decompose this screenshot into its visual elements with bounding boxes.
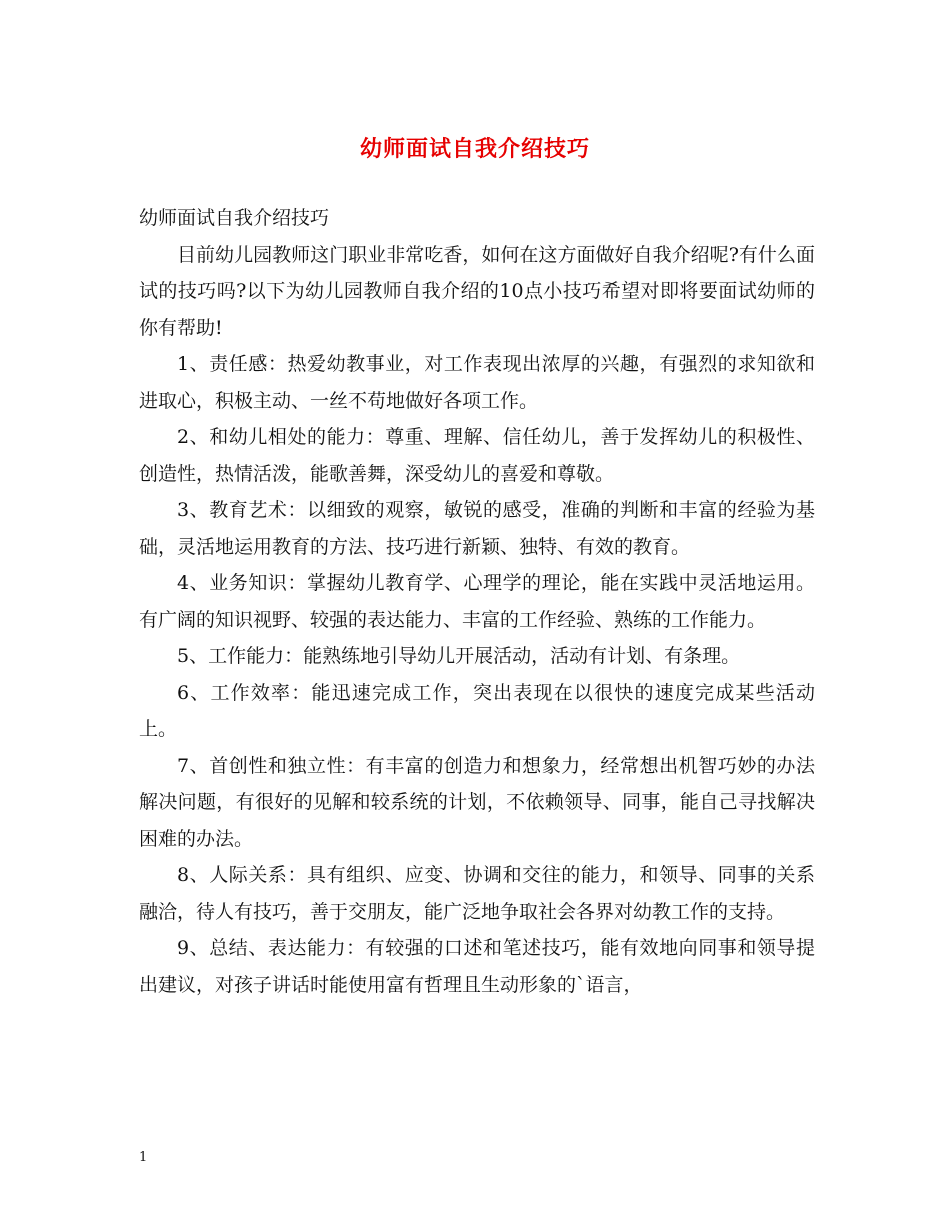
paragraph-item-3: 3、教育艺术：以细致的观察，敏锐的感受，准确的判断和丰富的经验为基础，灵活地运用教育的方法、技巧进行新颖、独特、有效的教育。 [139,499,815,558]
paragraph-item-8: 8、人际关系：具有组织、应变、协调和交往的能力，和领导、同事的关系融洽，待人有技巧，善于交朋友，能广泛地争取社会各界对幼教工作的支持。 [139,864,815,923]
paragraph-item-5: 5、工作能力：能熟练地引导幼儿开展活动，活动有计划、有条理。 [177,645,741,667]
paragraph-item-4: 4、业务知识：掌握幼儿教育学、心理学的理论，能在实践中灵活地运用。有广阔的知识视野、较强的表达能力、丰富的工作经验、熟练的工作能力。 [139,572,815,631]
document-body [139,200,815,1003]
paragraph-item-2: 2、和幼儿相处的能力：尊重、理解、信任幼儿，善于发挥幼儿的积极性、创造性，热情活泼，能歌善舞，深受幼儿的喜爱和尊敬。 [139,426,815,485]
page-number: 1 [139,1150,148,1165]
paragraph-intro: 目前幼儿园教师这门职业非常吃香，如何在这方面做好自我介绍呢?有什么面试的技巧吗?以下为幼儿园教师自我介绍的10点小技巧希望对即将要面试幼师的你有帮助! [139,243,815,339]
document-title: 幼师面试自我介绍技巧 [359,136,590,162]
paragraph-item-6: 6、工作效率：能迅速完成工作，突出表现在以很快的速度完成某些活动上。 [139,681,815,740]
paragraph-item-9: 9、总结、表达能力：有较强的口述和笔述技巧，能有效地向同事和领导提出建议，对孩子讲话时能使用富有哲理且生动形象的`语言， [139,937,815,996]
paragraph-item-1: 1、责任感：热爱幼教事业，对工作表现出浓厚的兴趣，有强烈的求知欲和进取心，积极主动、一丝不苟地做好各项工作。 [139,353,815,412]
section-heading: 幼师面试自我介绍技巧 [139,207,330,229]
paragraph-item-7: 7、首创性和独立性：有丰富的创造力和想象力，经常想出机智巧妙的办法解决问题，有很好的见解和较系统的计划，不依赖领导、同事，能自己寻找解决困难的办法。 [139,754,815,850]
